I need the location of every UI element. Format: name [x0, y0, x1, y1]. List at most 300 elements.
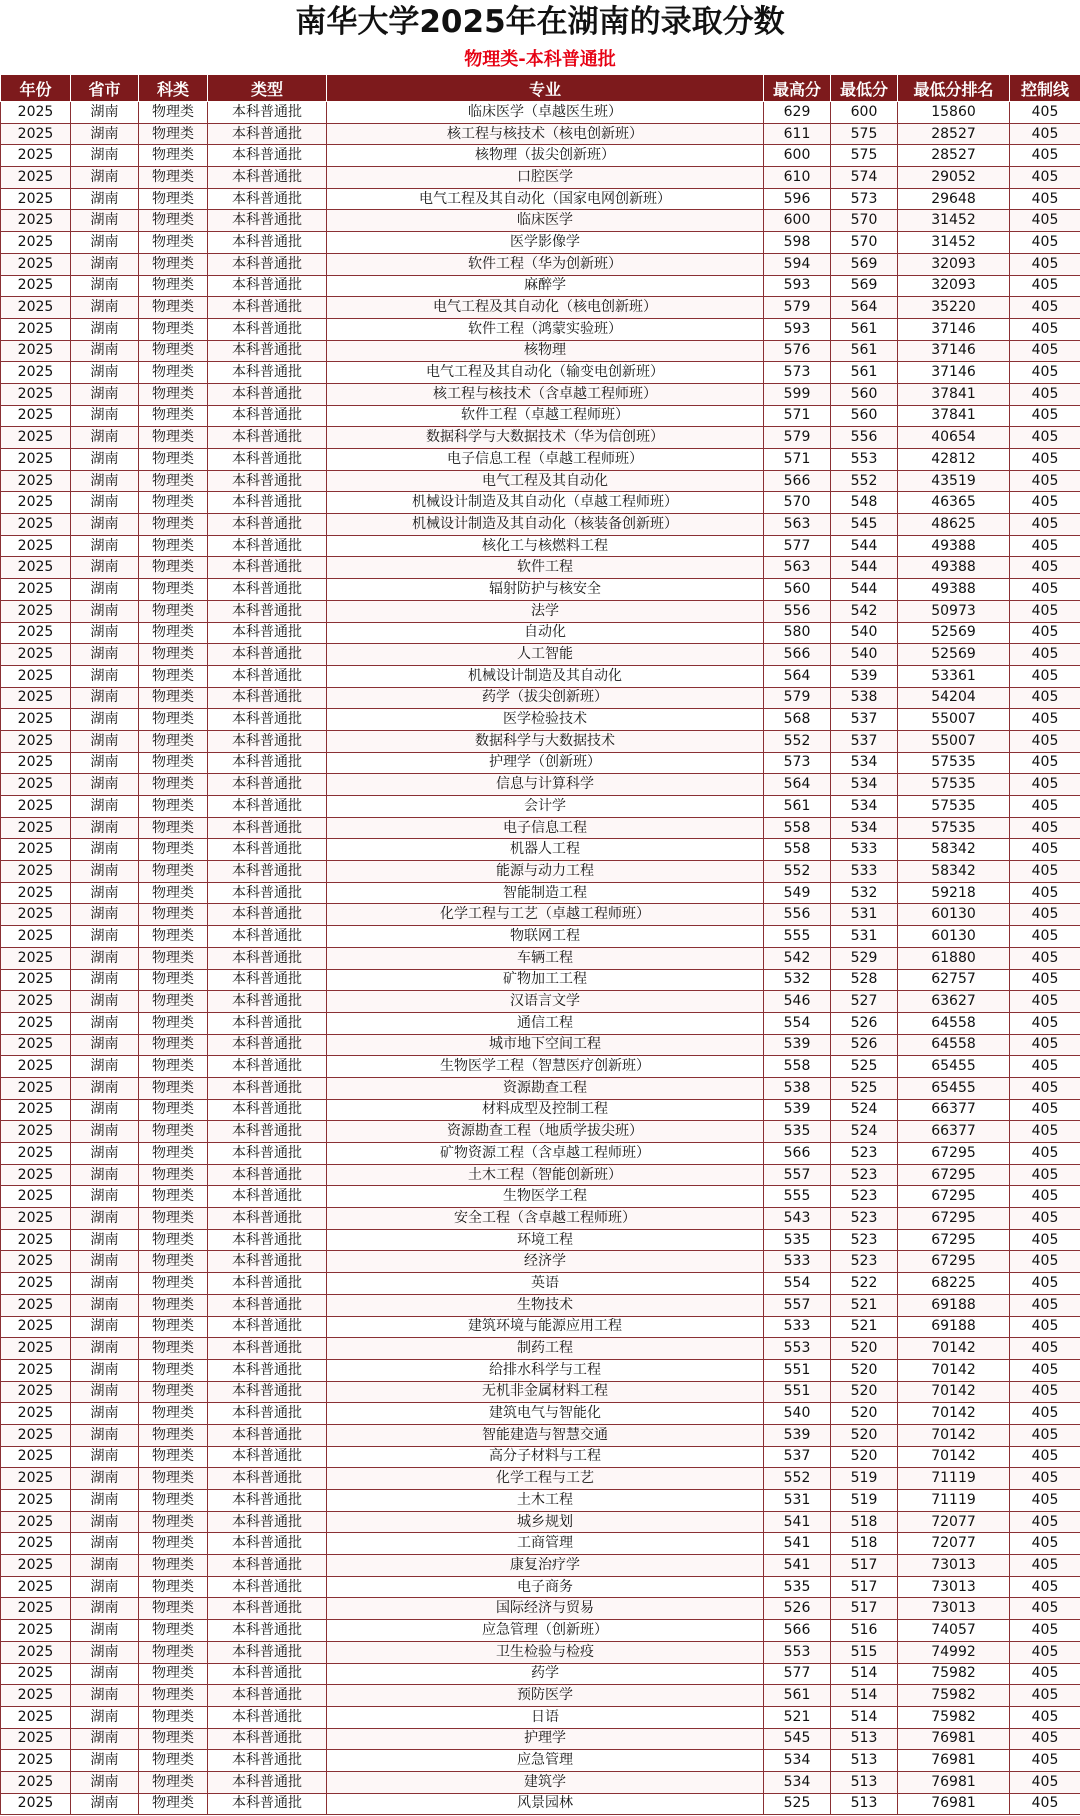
cell-major: 高分子材料与工程 — [327, 1446, 764, 1468]
cell-subject: 物理类 — [139, 1273, 208, 1295]
cell-control-line: 405 — [1010, 297, 1080, 319]
cell-min-score: 570 — [831, 232, 898, 254]
cell-min-score: 561 — [831, 340, 898, 362]
cell-province: 湖南 — [71, 383, 139, 405]
cell-min-rank: 67295 — [898, 1251, 1010, 1273]
cell-min-score: 534 — [831, 796, 898, 818]
cell-batch: 本科普通批 — [208, 1706, 327, 1728]
cell-major: 城市地下空间工程 — [327, 1034, 764, 1056]
cell-control-line: 405 — [1010, 1143, 1080, 1165]
cell-major: 电气工程及其自动化（国家电网创新班） — [327, 188, 764, 210]
cell-control-line: 405 — [1010, 383, 1080, 405]
table-row — [1, 1490, 1080, 1512]
cell-subject: 物理类 — [139, 210, 208, 232]
cell-min-rank: 54204 — [898, 687, 1010, 709]
table-row — [1, 1403, 1080, 1425]
cell-subject: 物理类 — [139, 318, 208, 340]
cell-subject: 物理类 — [139, 904, 208, 926]
cell-min-rank: 60130 — [898, 904, 1010, 926]
cell-major: 卫生检验与检疫 — [327, 1641, 764, 1663]
cell-min-rank: 74057 — [898, 1620, 1010, 1642]
cell-max-score: 551 — [764, 1359, 831, 1381]
cell-batch: 本科普通批 — [208, 796, 327, 818]
cell-max-score: 629 — [764, 102, 831, 124]
cell-control-line: 405 — [1010, 991, 1080, 1013]
cell-province: 湖南 — [71, 405, 139, 427]
cell-max-score: 532 — [764, 969, 831, 991]
cell-min-score: 514 — [831, 1685, 898, 1707]
cell-subject: 物理类 — [139, 730, 208, 752]
cell-major: 软件工程（鸿蒙实验班） — [327, 318, 764, 340]
cell-subject: 物理类 — [139, 1576, 208, 1598]
cell-batch: 本科普通批 — [208, 167, 327, 189]
header-province: 省市 — [71, 75, 139, 102]
table-row — [1, 492, 1080, 514]
cell-year: 2025 — [1, 1771, 71, 1793]
cell-major: 电气工程及其自动化（输变电创新班） — [327, 362, 764, 384]
cell-year: 2025 — [1, 427, 71, 449]
cell-province: 湖南 — [71, 232, 139, 254]
cell-province: 湖南 — [71, 535, 139, 557]
cell-batch: 本科普通批 — [208, 687, 327, 709]
cell-min-rank: 55007 — [898, 730, 1010, 752]
cell-min-score: 569 — [831, 275, 898, 297]
cell-min-score: 523 — [831, 1208, 898, 1230]
cell-subject: 物理类 — [139, 514, 208, 536]
cell-year: 2025 — [1, 210, 71, 232]
cell-subject: 物理类 — [139, 167, 208, 189]
cell-year: 2025 — [1, 492, 71, 514]
cell-subject: 物理类 — [139, 752, 208, 774]
cell-province: 湖南 — [71, 709, 139, 731]
cell-min-rank: 75982 — [898, 1706, 1010, 1728]
cell-year: 2025 — [1, 1077, 71, 1099]
cell-province: 湖南 — [71, 1403, 139, 1425]
cell-control-line: 405 — [1010, 1728, 1080, 1750]
cell-min-rank: 31452 — [898, 232, 1010, 254]
cell-province: 湖南 — [71, 665, 139, 687]
cell-province: 湖南 — [71, 579, 139, 601]
cell-min-rank: 71119 — [898, 1490, 1010, 1512]
cell-min-score: 548 — [831, 492, 898, 514]
cell-control-line: 405 — [1010, 796, 1080, 818]
cell-control-line: 405 — [1010, 557, 1080, 579]
cell-control-line: 405 — [1010, 1641, 1080, 1663]
cell-control-line: 405 — [1010, 1685, 1080, 1707]
cell-major: 护理学 — [327, 1728, 764, 1750]
cell-major: 康复治疗学 — [327, 1555, 764, 1577]
cell-subject: 物理类 — [139, 709, 208, 731]
table-row — [1, 1511, 1080, 1533]
cell-min-score: 564 — [831, 297, 898, 319]
cell-subject: 物理类 — [139, 232, 208, 254]
cell-year: 2025 — [1, 145, 71, 167]
cell-subject: 物理类 — [139, 796, 208, 818]
cell-min-rank: 76981 — [898, 1793, 1010, 1815]
cell-max-score: 551 — [764, 1381, 831, 1403]
cell-min-score: 534 — [831, 774, 898, 796]
cell-min-rank: 64558 — [898, 1034, 1010, 1056]
cell-min-rank: 48625 — [898, 514, 1010, 536]
table-row — [1, 1576, 1080, 1598]
cell-batch: 本科普通批 — [208, 383, 327, 405]
cell-major: 护理学（创新班） — [327, 752, 764, 774]
table-row — [1, 1164, 1080, 1186]
cell-major: 化学工程与工艺 — [327, 1468, 764, 1490]
cell-min-score: 513 — [831, 1728, 898, 1750]
cell-max-score: 533 — [764, 1251, 831, 1273]
cell-major: 数据科学与大数据技术（华为信创班） — [327, 427, 764, 449]
cell-subject: 物理类 — [139, 861, 208, 883]
cell-subject: 物理类 — [139, 644, 208, 666]
cell-max-score: 599 — [764, 383, 831, 405]
table-row — [1, 232, 1080, 254]
cell-min-rank: 37146 — [898, 340, 1010, 362]
cell-major: 软件工程（华为创新班） — [327, 253, 764, 275]
cell-major: 矿物加工工程 — [327, 969, 764, 991]
cell-year: 2025 — [1, 514, 71, 536]
table-row — [1, 514, 1080, 536]
cell-min-rank: 43519 — [898, 470, 1010, 492]
table-body — [1, 102, 1080, 1815]
cell-control-line: 405 — [1010, 1056, 1080, 1078]
cell-subject: 物理类 — [139, 579, 208, 601]
cell-min-rank: 69188 — [898, 1294, 1010, 1316]
cell-min-score: 575 — [831, 145, 898, 167]
cell-max-score: 539 — [764, 1034, 831, 1056]
table-row — [1, 145, 1080, 167]
cell-max-score: 558 — [764, 1056, 831, 1078]
cell-major: 建筑环境与能源应用工程 — [327, 1316, 764, 1338]
cell-year: 2025 — [1, 665, 71, 687]
cell-max-score: 579 — [764, 687, 831, 709]
cell-max-score: 571 — [764, 449, 831, 471]
cell-year: 2025 — [1, 1316, 71, 1338]
cell-batch: 本科普通批 — [208, 730, 327, 752]
cell-major: 建筑学 — [327, 1771, 764, 1793]
cell-province: 湖南 — [71, 600, 139, 622]
cell-province: 湖南 — [71, 622, 139, 644]
cell-year: 2025 — [1, 796, 71, 818]
table-row — [1, 123, 1080, 145]
cell-year: 2025 — [1, 1490, 71, 1512]
cell-province: 湖南 — [71, 1143, 139, 1165]
cell-batch: 本科普通批 — [208, 1533, 327, 1555]
cell-max-score: 561 — [764, 1685, 831, 1707]
cell-province: 湖南 — [71, 796, 139, 818]
table-row — [1, 947, 1080, 969]
cell-major: 日语 — [327, 1706, 764, 1728]
cell-major: 药学（拔尖创新班） — [327, 687, 764, 709]
cell-year: 2025 — [1, 123, 71, 145]
cell-year: 2025 — [1, 1728, 71, 1750]
cell-min-rank: 57535 — [898, 752, 1010, 774]
cell-batch: 本科普通批 — [208, 492, 327, 514]
cell-batch: 本科普通批 — [208, 1143, 327, 1165]
cell-max-score: 541 — [764, 1533, 831, 1555]
cell-max-score: 549 — [764, 882, 831, 904]
cell-year: 2025 — [1, 1381, 71, 1403]
cell-control-line: 405 — [1010, 600, 1080, 622]
table-row — [1, 1208, 1080, 1230]
cell-batch: 本科普通批 — [208, 362, 327, 384]
cell-control-line: 405 — [1010, 470, 1080, 492]
cell-max-score: 600 — [764, 145, 831, 167]
cell-min-score: 514 — [831, 1663, 898, 1685]
cell-min-score: 531 — [831, 904, 898, 926]
cell-major: 核物理（拔尖创新班） — [327, 145, 764, 167]
cell-year: 2025 — [1, 1424, 71, 1446]
cell-control-line: 405 — [1010, 947, 1080, 969]
cell-batch: 本科普通批 — [208, 1359, 327, 1381]
page-subtitle: 物理类-本科普通批 — [464, 49, 616, 70]
page-title: 南华大学2025年在湖南的录取分数 — [295, 4, 785, 40]
cell-control-line: 405 — [1010, 1359, 1080, 1381]
cell-subject: 物理类 — [139, 1598, 208, 1620]
cell-subject: 物理类 — [139, 1381, 208, 1403]
table-row — [1, 1620, 1080, 1642]
cell-min-rank: 66377 — [898, 1121, 1010, 1143]
cell-max-score: 571 — [764, 405, 831, 427]
cell-min-rank: 59218 — [898, 882, 1010, 904]
cell-province: 湖南 — [71, 882, 139, 904]
cell-subject: 物理类 — [139, 188, 208, 210]
cell-major: 药学 — [327, 1663, 764, 1685]
cell-min-rank: 58342 — [898, 839, 1010, 861]
cell-control-line: 405 — [1010, 1555, 1080, 1577]
cell-min-score: 542 — [831, 600, 898, 622]
cell-min-score: 520 — [831, 1446, 898, 1468]
table-row — [1, 1381, 1080, 1403]
header-year: 年份 — [1, 75, 71, 102]
cell-batch: 本科普通批 — [208, 1012, 327, 1034]
cell-province: 湖南 — [71, 1273, 139, 1295]
cell-year: 2025 — [1, 1338, 71, 1360]
cell-max-score: 566 — [764, 1143, 831, 1165]
cell-control-line: 405 — [1010, 1208, 1080, 1230]
cell-min-score: 523 — [831, 1164, 898, 1186]
cell-min-score: 539 — [831, 665, 898, 687]
cell-batch: 本科普通批 — [208, 1403, 327, 1425]
table-row — [1, 1338, 1080, 1360]
cell-control-line: 405 — [1010, 1490, 1080, 1512]
cell-min-score: 574 — [831, 167, 898, 189]
cell-control-line: 405 — [1010, 839, 1080, 861]
cell-year: 2025 — [1, 232, 71, 254]
cell-min-rank: 70142 — [898, 1338, 1010, 1360]
cell-province: 湖南 — [71, 514, 139, 536]
cell-min-rank: 57535 — [898, 817, 1010, 839]
cell-subject: 物理类 — [139, 1316, 208, 1338]
cell-year: 2025 — [1, 1511, 71, 1533]
cell-max-score: 540 — [764, 1403, 831, 1425]
cell-subject: 物理类 — [139, 123, 208, 145]
cell-max-score: 563 — [764, 514, 831, 536]
cell-year: 2025 — [1, 1273, 71, 1295]
cell-year: 2025 — [1, 1012, 71, 1034]
cell-major: 资源勘查工程（地质学拔尖班） — [327, 1121, 764, 1143]
table-header-row — [1, 75, 1080, 102]
table-row — [1, 1316, 1080, 1338]
cell-min-score: 545 — [831, 514, 898, 536]
cell-major: 法学 — [327, 600, 764, 622]
table-row — [1, 1099, 1080, 1121]
cell-min-rank: 76981 — [898, 1728, 1010, 1750]
cell-subject: 物理类 — [139, 1663, 208, 1685]
cell-control-line: 405 — [1010, 514, 1080, 536]
cell-max-score: 564 — [764, 665, 831, 687]
cell-batch: 本科普通批 — [208, 969, 327, 991]
cell-min-rank: 29648 — [898, 188, 1010, 210]
cell-min-score: 552 — [831, 470, 898, 492]
table-row — [1, 1771, 1080, 1793]
cell-min-score: 523 — [831, 1143, 898, 1165]
cell-province: 湖南 — [71, 1381, 139, 1403]
cell-province: 湖南 — [71, 1728, 139, 1750]
cell-major: 人工智能 — [327, 644, 764, 666]
cell-batch: 本科普通批 — [208, 145, 327, 167]
cell-min-rank: 68225 — [898, 1273, 1010, 1295]
cell-major: 智能制造工程 — [327, 882, 764, 904]
cell-max-score: 566 — [764, 644, 831, 666]
cell-batch: 本科普通批 — [208, 253, 327, 275]
cell-province: 湖南 — [71, 297, 139, 319]
cell-min-rank: 35220 — [898, 297, 1010, 319]
cell-batch: 本科普通批 — [208, 405, 327, 427]
cell-major: 核工程与核技术（核电创新班） — [327, 123, 764, 145]
cell-year: 2025 — [1, 904, 71, 926]
cell-control-line: 405 — [1010, 817, 1080, 839]
cell-min-rank: 69188 — [898, 1316, 1010, 1338]
cell-control-line: 405 — [1010, 1251, 1080, 1273]
cell-subject: 物理类 — [139, 405, 208, 427]
cell-province: 湖南 — [71, 991, 139, 1013]
table-row — [1, 1186, 1080, 1208]
cell-province: 湖南 — [71, 1056, 139, 1078]
cell-province: 湖南 — [71, 340, 139, 362]
cell-major: 机器人工程 — [327, 839, 764, 861]
table-row — [1, 1424, 1080, 1446]
cell-min-rank: 67295 — [898, 1143, 1010, 1165]
cell-batch: 本科普通批 — [208, 275, 327, 297]
table-row — [1, 774, 1080, 796]
cell-control-line: 405 — [1010, 1598, 1080, 1620]
cell-min-rank: 49388 — [898, 579, 1010, 601]
cell-province: 湖南 — [71, 752, 139, 774]
cell-province: 湖南 — [71, 1533, 139, 1555]
cell-major: 化学工程与工艺（卓越工程师班） — [327, 904, 764, 926]
cell-min-score: 513 — [831, 1793, 898, 1815]
cell-province: 湖南 — [71, 1034, 139, 1056]
cell-batch: 本科普通批 — [208, 1446, 327, 1468]
cell-min-rank: 57535 — [898, 774, 1010, 796]
cell-min-rank: 32093 — [898, 275, 1010, 297]
cell-min-score: 526 — [831, 1034, 898, 1056]
cell-subject: 物理类 — [139, 383, 208, 405]
cell-major: 核物理 — [327, 340, 764, 362]
table-row — [1, 882, 1080, 904]
cell-subject: 物理类 — [139, 1793, 208, 1815]
cell-year: 2025 — [1, 1143, 71, 1165]
cell-min-rank: 67295 — [898, 1164, 1010, 1186]
table-row — [1, 1598, 1080, 1620]
cell-min-score: 520 — [831, 1381, 898, 1403]
cell-batch: 本科普通批 — [208, 210, 327, 232]
cell-batch: 本科普通批 — [208, 991, 327, 1013]
cell-max-score: 555 — [764, 926, 831, 948]
cell-control-line: 405 — [1010, 232, 1080, 254]
cell-max-score: 600 — [764, 210, 831, 232]
cell-batch: 本科普通批 — [208, 926, 327, 948]
cell-batch: 本科普通批 — [208, 1793, 327, 1815]
cell-province: 湖南 — [71, 904, 139, 926]
cell-max-score: 545 — [764, 1728, 831, 1750]
cell-year: 2025 — [1, 1121, 71, 1143]
table-row — [1, 210, 1080, 232]
cell-year: 2025 — [1, 1663, 71, 1685]
cell-control-line: 405 — [1010, 340, 1080, 362]
cell-year: 2025 — [1, 383, 71, 405]
cell-batch: 本科普通批 — [208, 752, 327, 774]
table-row — [1, 405, 1080, 427]
cell-major: 能源与动力工程 — [327, 861, 764, 883]
cell-min-rank: 70142 — [898, 1403, 1010, 1425]
table-row — [1, 904, 1080, 926]
cell-province: 湖南 — [71, 926, 139, 948]
cell-min-score: 523 — [831, 1229, 898, 1251]
cell-major: 电气工程及其自动化 — [327, 470, 764, 492]
cell-min-score: 534 — [831, 817, 898, 839]
cell-batch: 本科普通批 — [208, 188, 327, 210]
cell-major: 麻醉学 — [327, 275, 764, 297]
table-row — [1, 1706, 1080, 1728]
cell-year: 2025 — [1, 969, 71, 991]
cell-major: 应急管理（创新班） — [327, 1620, 764, 1642]
cell-max-score: 555 — [764, 1186, 831, 1208]
cell-subject: 物理类 — [139, 1034, 208, 1056]
table-row — [1, 188, 1080, 210]
cell-province: 湖南 — [71, 839, 139, 861]
cell-min-rank: 37146 — [898, 362, 1010, 384]
cell-year: 2025 — [1, 297, 71, 319]
cell-max-score: 553 — [764, 1641, 831, 1663]
cell-subject: 物理类 — [139, 1208, 208, 1230]
cell-max-score: 610 — [764, 167, 831, 189]
cell-control-line: 405 — [1010, 188, 1080, 210]
cell-min-score: 523 — [831, 1186, 898, 1208]
cell-year: 2025 — [1, 1685, 71, 1707]
cell-major: 自动化 — [327, 622, 764, 644]
cell-year: 2025 — [1, 1598, 71, 1620]
cell-batch: 本科普通批 — [208, 1121, 327, 1143]
cell-province: 湖南 — [71, 730, 139, 752]
cell-year: 2025 — [1, 1533, 71, 1555]
cell-min-score: 518 — [831, 1533, 898, 1555]
cell-max-score: 546 — [764, 991, 831, 1013]
cell-max-score: 580 — [764, 622, 831, 644]
cell-control-line: 405 — [1010, 318, 1080, 340]
cell-min-score: 527 — [831, 991, 898, 1013]
cell-max-score: 539 — [764, 1424, 831, 1446]
cell-major: 电气工程及其自动化（核电创新班） — [327, 297, 764, 319]
cell-province: 湖南 — [71, 1099, 139, 1121]
cell-subject: 物理类 — [139, 470, 208, 492]
cell-subject: 物理类 — [139, 1077, 208, 1099]
table-row — [1, 470, 1080, 492]
table-row — [1, 1750, 1080, 1772]
cell-province: 湖南 — [71, 1121, 139, 1143]
cell-control-line: 405 — [1010, 1034, 1080, 1056]
